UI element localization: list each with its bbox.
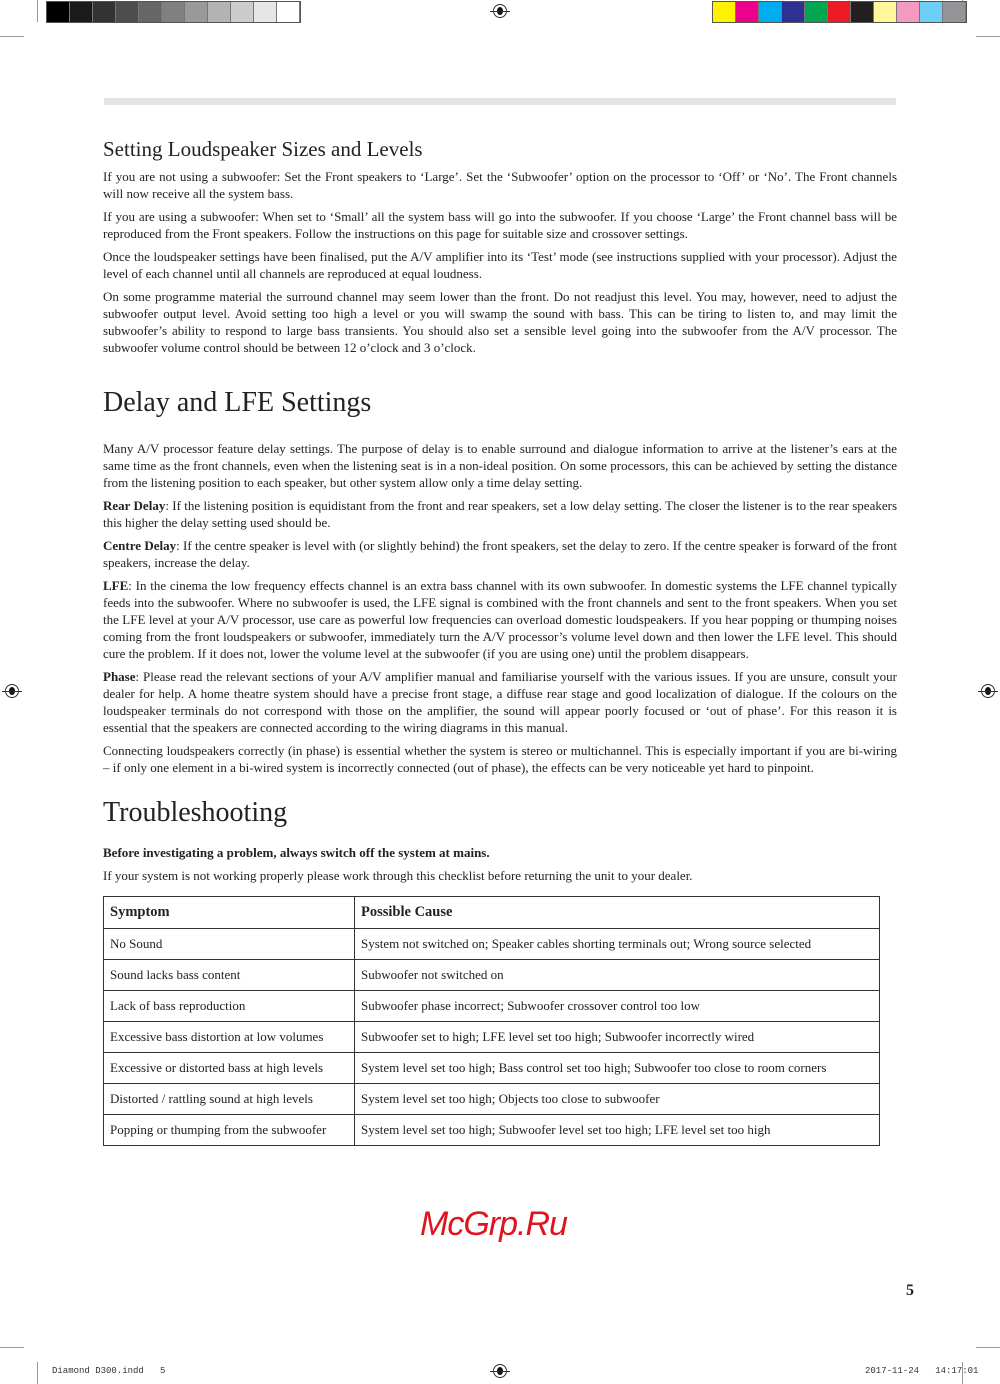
section-title-speaker-sizes: Setting Loudspeaker Sizes and Levels <box>103 137 423 161</box>
definition: : In the cinema the low frequency effects channel is an extra bass channel with its own subwoofer. In domestic systems the LFE channel typically feeds into the subwoofer. Where no subwoofer is used, the LFE signal is combined with the front channels and sent to the front speakers. When you set the LFE level at your A/V processor, use care as powerful low frequencies can overload domestic loudspeakers. If you hear popping or thumping noises coming from the front loudspeakers or subwoofer, immediately turn the A/V processor’s volume level down and then lower the LFE level. This should cure the problem. If it does not, lower the volume level at the subwoofer (if you are using one) until the problem disappears. <box>103 578 897 661</box>
cause-cell: System not switched on; Speaker cables shorting terminals out; Wrong source selected <box>355 929 880 960</box>
paragraph: On some programme material the surround channel may seem lower than the front. Do not readjust this level. You may, however, need to adjust the subwoofer output level. Avoid setting too high a level or you will swamp the sound with bass. This can be tiring to listen to, and may limit the subwoofer’s ability to respond to large bass transients. You should also set a sensible level going into the subwoofer from the A/V processor. The subwoofer volume control should be between 12 o’clock and 3 o’clock. <box>103 289 897 355</box>
table-header-row <box>104 897 880 929</box>
section-title-troubleshooting: Troubleshooting <box>103 797 288 828</box>
color-swatch <box>736 2 759 22</box>
crop-mark <box>976 36 1000 37</box>
color-swatch <box>943 2 966 22</box>
registration-mark-icon <box>493 1364 507 1378</box>
table-row <box>104 1084 880 1115</box>
paragraph-phase <box>103 668 897 736</box>
paragraph: If you are using a subwoofer: When set to ‘Small’ all the system bass will go into the subwoofer. If you choose ‘Large’ the Front channel bass will be reproduced from the Front speakers. Follow the instructions on this page for suitable size and crossover settings. <box>103 209 897 241</box>
paragraph-rear-delay <box>103 497 897 531</box>
color-swatch <box>759 2 782 22</box>
slug-timestamp <box>865 1366 978 1376</box>
color-swatch <box>277 2 300 22</box>
color-swatch <box>874 2 897 22</box>
slug-time: 14:17:01 <box>935 1366 979 1376</box>
slug-filename: Diamond D300.indd <box>52 1366 144 1376</box>
cause-cell: System level set too high; Subwoofer level set too high; LFE level set too high <box>355 1115 880 1146</box>
color-swatch <box>782 2 805 22</box>
color-swatch <box>139 2 162 22</box>
cause-cell: System level set too high; Bass control set too high; Subwoofer too close to room corners <box>355 1053 880 1084</box>
color-swatch <box>713 2 736 22</box>
column-header-cause: Possible Cause <box>355 897 880 929</box>
color-swatch <box>828 2 851 22</box>
color-swatch <box>851 2 874 22</box>
color-swatch <box>47 2 70 22</box>
symptom-cell: Distorted / rattling sound at high levels <box>104 1084 355 1115</box>
page-content <box>103 136 897 1146</box>
paragraph: Connecting loudspeakers correctly (in phase) is essential whether the system is stereo or multichannel. This is especially important if you are bi-wiring – if only one element in a bi-wired system is incorrectly connected (out of phase), the effects can be very noticeable yet hard to pinpoint. <box>103 743 897 775</box>
color-swatch <box>116 2 139 22</box>
slug-date: 2017-11-24 <box>865 1366 920 1376</box>
paragraph: If you are not using a subwoofer: Set the Front speakers to ‘Large’. Set the ‘Subwoofer’ option on the processor to ‘Off’ or ‘No’. The Front channels will now receive all the system bass. <box>103 169 897 201</box>
term: Centre Delay <box>103 538 177 553</box>
color-swatch <box>805 2 828 22</box>
definition: : If the centre speaker is level with (or slightly behind) the front speakers, set the delay to zero. If the centre speaker is forward of the front speakers, increase the delay. <box>103 538 897 570</box>
color-swatch <box>208 2 231 22</box>
registration-mark-icon <box>5 684 19 698</box>
paragraph-lfe <box>103 577 897 662</box>
color-swatch <box>920 2 943 22</box>
crop-mark <box>0 1347 24 1348</box>
crop-mark <box>976 1347 1000 1348</box>
registration-mark-icon <box>493 4 507 18</box>
registration-mark-icon <box>981 684 995 698</box>
watermark: McGrp.Ru <box>420 1205 567 1243</box>
crop-mark <box>37 0 38 22</box>
symptom-cell: Lack of bass reproduction <box>104 991 355 1022</box>
slug-file <box>52 1366 165 1376</box>
definition: : If the listening position is equidistant from the front and rear speakers, set a low delay setting. The closer the listener is to the rear speakers this higher the delay setting used should be. <box>103 498 898 530</box>
paragraph-centre-delay <box>103 537 897 571</box>
column-header-symptom: Symptom <box>104 897 355 929</box>
cause-cell: Subwoofer phase incorrect; Subwoofer crossover control too low <box>355 991 880 1022</box>
color-swatch <box>231 2 254 22</box>
symptom-cell: Excessive bass distortion at low volumes <box>104 1022 355 1053</box>
color-swatch <box>93 2 116 22</box>
paragraph: Once the loudspeaker settings have been finalised, put the A/V amplifier into its ‘Test’ mode (see instructions supplied with your processor). Adjust the level of each channel until all channels are reproduced at equal loudness. <box>103 249 897 281</box>
table-row <box>104 929 880 960</box>
definition: : Please read the relevant sections of your A/V amplifier manual and familiarise yourself with the various issues. If you are unsure, consult your dealer for help. A home theatre system should have a precise front stage, a diffuse rear stage and good localization of dialogue. If the colours on the loudspeaker terminals do not correspond with those on the amplifier, the sound will appear poorly focused or ‘out of phase’. For this reason it is essential that the speakers are connected according to the wiring diagrams in this manual. <box>103 669 897 735</box>
paragraph: If your system is not working properly please work through this checklist before returning the unit to your dealer. <box>103 868 693 883</box>
page-number: 5 <box>906 1282 914 1299</box>
paragraph: Many A/V processor feature delay settings. The purpose of delay is to enable surround and dialogue information to arrive at the listener’s ears at the same time as the front channels, even when the listening seat is in a non-ideal position. On some processors, this can be achieved by setting the distance from the listening position to each speaker, but other system allow only a time delay setting. <box>103 441 897 490</box>
color-bar <box>712 1 967 23</box>
troubleshooting-table <box>103 896 880 1146</box>
gray-color-bar <box>46 1 301 23</box>
color-swatch <box>70 2 93 22</box>
term: Phase <box>103 669 136 684</box>
color-swatch <box>254 2 277 22</box>
color-swatch <box>185 2 208 22</box>
term: Rear Delay <box>103 498 166 513</box>
cause-cell: System level set too high; Objects too close to subwoofer <box>355 1084 880 1115</box>
symptom-cell: No Sound <box>104 929 355 960</box>
table-row <box>104 991 880 1022</box>
cause-cell: Subwoofer not switched on <box>355 960 880 991</box>
color-swatch <box>897 2 920 22</box>
symptom-cell: Excessive or distorted bass at high levels <box>104 1053 355 1084</box>
term: LFE <box>103 578 129 593</box>
crop-mark <box>0 36 24 37</box>
crop-mark <box>37 1362 38 1384</box>
slug-page: 5 <box>160 1366 166 1376</box>
warning-text: Before investigating a problem, always switch off the system at mains. <box>103 845 490 860</box>
table-row <box>104 1053 880 1084</box>
header-rule <box>104 98 896 105</box>
symptom-cell: Sound lacks bass content <box>104 960 355 991</box>
section-title-delay-lfe: Delay and LFE Settings <box>103 387 372 418</box>
table-row <box>104 1115 880 1146</box>
symptom-cell: Popping or thumping from the subwoofer <box>104 1115 355 1146</box>
table-row <box>104 960 880 991</box>
cause-cell: Subwoofer set to high; LFE level set too high; Subwoofer incorrectly wired <box>355 1022 880 1053</box>
color-swatch <box>162 2 185 22</box>
table-row <box>104 1022 880 1053</box>
